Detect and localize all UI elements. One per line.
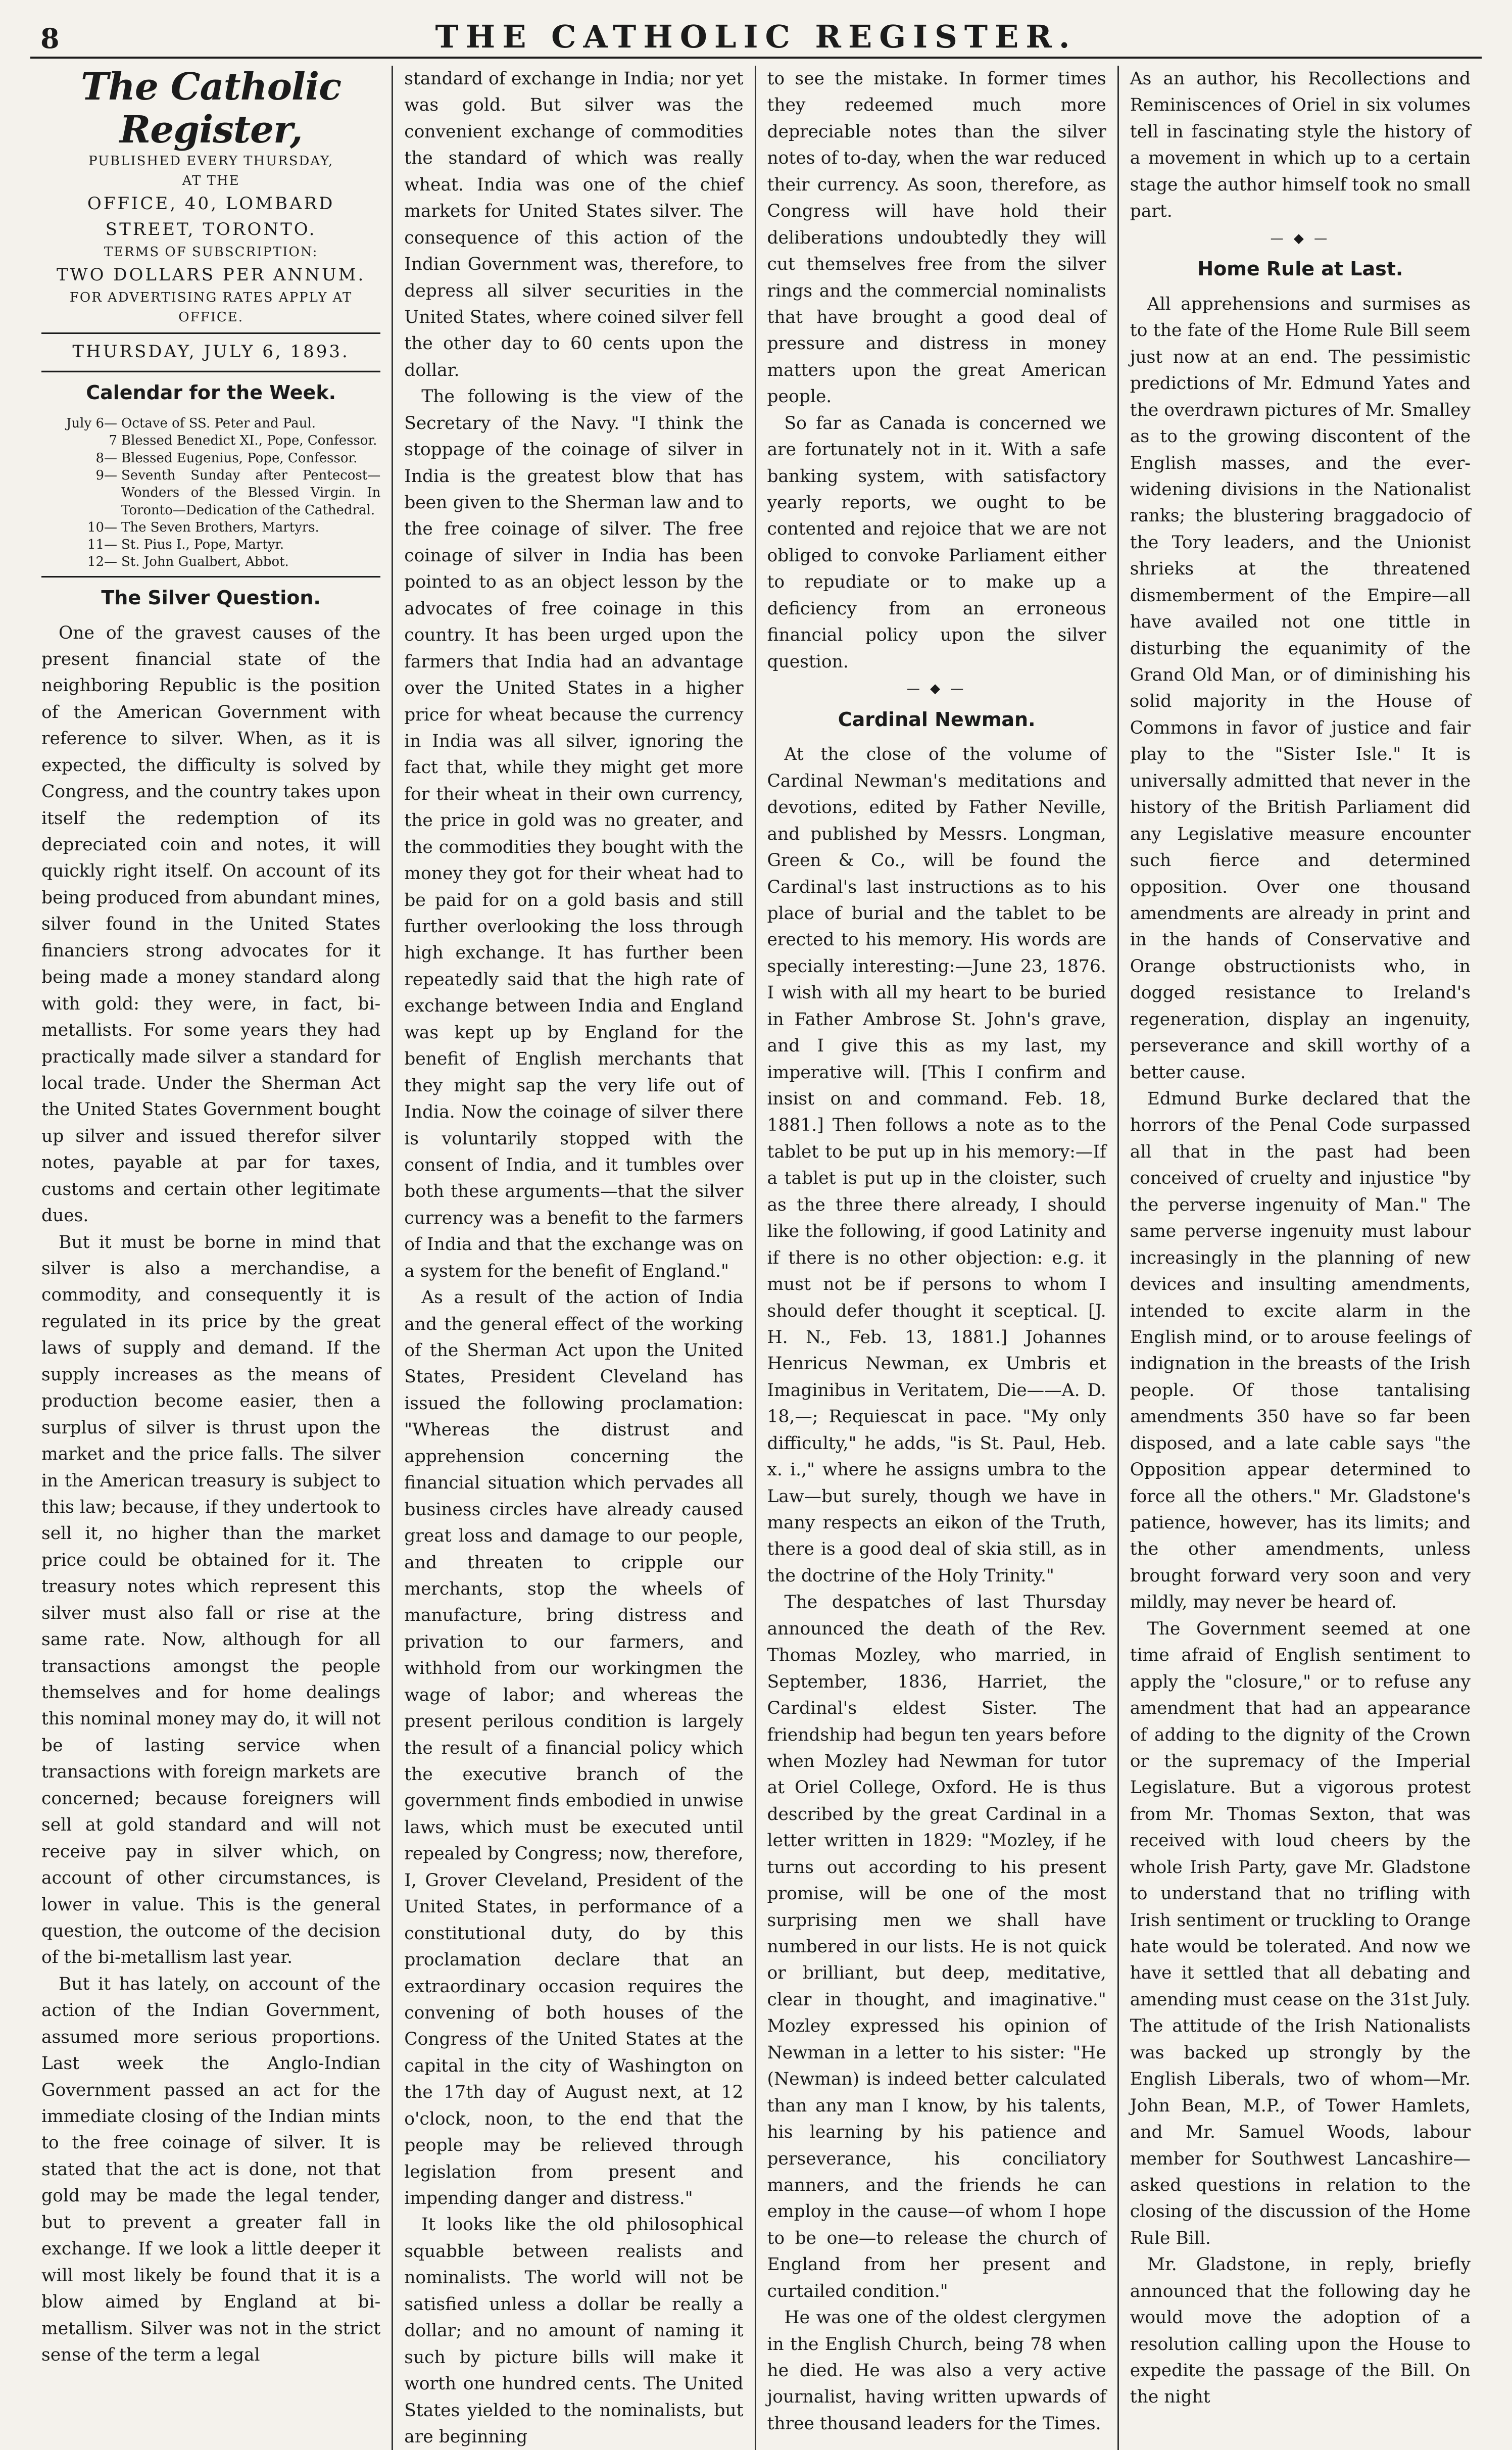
article-paragraph: to see the mistake. In former times they redeemed much more depreciable notes than the silver notes of to-day, when the war reduced their currency. As soon, therefore, as Congress will have hold their deliberations undoubtedly they will cut themselves free from the silver rings and the commercial nominalists that have brought a good deal of pressure and distress in money matters upon the great American people.: [767, 69, 1106, 407]
masthead-line: FOR ADVERTISING RATES APPLY AT OFFICE.: [69, 290, 353, 325]
ornament-divider: — ◆ —: [906, 681, 967, 697]
calendar-title: Calendar for the Week.: [86, 381, 336, 404]
article-paragraph: The following is the view of the Secretary of the Navy. "I think the stoppage of the coinage of silver in India is the greatest blow that has been given to the Sherman law and to the free coinage of silver. The free coinage of silver in India has been pointed to as an object lesson by the advocates of free coinage in this country. It has been urged upon the farmers that India had an advantage over the United States in a higher price for wheat because the currency in India was all silver, ignoring the fact that, while they might get more for their wheat in their own currency, the price in gold was no greater, and the commodities they bought with the money they got for their wheat had to be paid for on a gold basis and still further overlooking the loss through high exchange. It has further been repeatedly said that the high rate of exchange between India and England was kept up by England for the benefit of English merchants that they might sap the very life out of India. Now the coinage of silver there is voluntarily stopped with the consent of India, and it tumbles over both these arguments—that the silver currency was a benefit to the farmers of India and that the exchange was on a system for the benefit of England.": [404, 387, 744, 1281]
masthead-price: TWO DOLLARS PER ANNUM.: [56, 265, 366, 285]
calendar-item: 11— St. Pius I., Pope, Martyr.: [87, 537, 284, 553]
article-paragraph: At the close of the volume of Cardinal Newman's meditations and devotions, edited by Father Neville, and published by Messrs. Longman, Green & Co., will be found the Cardinal's last instructions as to his place of burial and the tablet to be erected to his memory. His words are specially interesting:—June 23, 1876. I wish with all my heart to be buried in Father Ambrose St. John's grave, and I give this as my last, my imperative will. [This I confirm and insist on and command. Feb. 18, 1881.] Then follows a note as to the tablet to be put up in his memory:—If a tablet is put up in the cloister, such as the three there already, I should like the following, if good Latinity and if there is no other objection: e.g. it must not be if persons to whom I should defer thought it sceptical. [J. H. N., Feb. 13, 1881.] Johannes Henricus Newman, ex Umbris et Imaginibus in Veritatem, Die——A. D. 18,—; Requiescat in pace. "My only difficulty," he adds, "is St. Paul, Heb. x. i.," where he assigns umbra to the Law—but surely, though we have in many respects an eikon of the Truth, there is a good deal of skia still, as in the doctrine of the Holy Trinity.": [767, 744, 1106, 1586]
column-3: [756, 66, 1119, 2450]
article-paragraph: The Government seemed at one time afraid of English sentiment to apply the "closure," or to refuse any amendment that had an appearance of adding to the dignity of the Crown or the supremacy of the Imperial Legislature. But a vigorous protest from Mr. Thomas Sexton, that was received with loud cheers by the whole Irish Party, gave Mr. Gladstone to understand that no trifling with Irish sentiment or truckling to Orange hate would be tolerated. And now we have it settled that all debating and amending must cease on the 31st July. The attitude of the Irish Nationalists was backed up strongly by the English Liberals, two of whom—Mr. John Bean, M.P., of Tower Hamlets, and Mr. Samuel Woods, labour member for Southwest Lancashire—asked questions in relation to the closing of the discussion of the Home Rule Bill.: [1130, 1618, 1471, 2248]
calendar-item: 7 Blessed Benedict XI., Pope, Confessor.: [109, 433, 377, 449]
column-2: [393, 66, 756, 2450]
article-paragraph: All apprehensions and surmises as to the fate of the Home Rule Bill seem just now at an end. The pessimistic predictions of Mr. Edmund Yates and the overdrawn pictures of Mr. Smalley as to the growing discontent of the English masses, and the ever-widening divisions in the Nationalist ranks; the blustering braggadocio of the Tory leaders, and the Unionist shrieks at the threatened dismemberment of the Empire—all have availed not one tittle in disturbing the equanimity of the Grand Old Man, or of diminishing his solid majority in the House of Commons in favor of justice and fair play to the "Sister Isle." It is universally admitted that never in the history of the British Parliament did any Legislative measure encounter such fierce and determined opposition. Over one thousand amendments are already in print and in the hands of Conservative and Orange obstructionists who, in dogged resistance to Ireland's regeneration, display an ingenuity, perseverance and skill worthy of a better cause.: [1130, 294, 1471, 1083]
masthead-office: OFFICE, 40, LOMBARD STREET, TORONTO.: [87, 194, 335, 240]
article-title-silver: The Silver Question.: [101, 586, 321, 609]
calendar-item: 10— The Seven Brothers, Martyrs.: [87, 519, 319, 535]
article-paragraph: So far as Canada is concerned we are fortunately not in it. With a safe banking system, with satisfactory yearly reports, we ought to be contented and rejoice that we are not obliged to convoke Parliament either to repudiate or to make up a deficiency from an erroneous financial policy upon the silver question.: [767, 413, 1106, 672]
divider: [41, 370, 380, 372]
ornament-divider: — ◆ —: [1270, 230, 1331, 246]
running-title: THE CATHOLIC REGISTER.: [435, 18, 1077, 55]
calendar-item: July 6— Octave of SS. Peter and Paul.: [66, 415, 316, 431]
calendar-list: [41, 415, 380, 571]
article-paragraph: Edmund Burke declared that the horrors of the Penal Code surpassed all that in the past had been conceived of cruelty and injustice "by the perverse ingenuity of Man." The same perverse ingenuity must labour increasingly in the planning of new devices and insulting amendments, intended to excite alarm in the English mind, or to arouse feelings of indignation in the breasts of the Irish people. Of those tantalising amendments 350 have so far been disposed, and a late cable says "the Opposition appear determined to force all the others." Mr. Gladstone's patience, however, has its limits; and the other amendments, unless brought forward very soon and very mildly, may never be heard of.: [1130, 1089, 1471, 1613]
calendar-item: 8— Blessed Eugenius, Pope, Confessor.: [95, 450, 358, 466]
article-paragraph: But it must be borne in mind that silver is also a merchandise, a commodity, and consequently it is regulated in its price by the great laws of supply and demand. If the supply increases as the means of production become easier, then a surplus of silver is thrust upon the market and the price falls. The silver in the American treasury is subject to this law; because, if they undertook to sell it, no higher than the market price could be obtained for it. The treasury notes which represent this silver must also fall or rise at the same rate. Now, although for all transactions amongst the people themselves and for home dealings this nominal money may do, it will not be of lasting service when transactions with foreign markets are concerned; because foreigners will sell at gold standard and will not receive pay in silver which, on account of other circumstances, is lower in value. This is the general question, the outcome of the decision of the bi-metallism last year.: [41, 1232, 381, 1968]
columns: [30, 65, 1482, 2447]
article-title-homerule: Home Rule at Last.: [1197, 258, 1403, 280]
article-paragraph: standard of exchange in India; nor yet was gold. But silver was the convenient exchange of commodities the standard of which was really wheat. India was one of the chief markets for United States silver. The consequence of this action of the Indian Government was, therefore, to depress all silver securities in the United States, where coined silver fell the other day to 60 cents upon the dollar.: [404, 69, 744, 380]
page-number: 8: [40, 22, 60, 55]
masthead-line: PUBLISHED EVERY THURSDAY,: [88, 154, 334, 169]
calendar-item: 12— St. John Gualbert, Abbot.: [87, 554, 289, 570]
column-4: [1119, 66, 1482, 2450]
article-paragraph: As an author, his Recollections and Reminiscences of Oriel in six volumes tell in fascinating style the history of a movement in which up to a certain stage the author himself took no small part.: [1130, 69, 1471, 222]
article-paragraph: He was one of the oldest clergymen in the English Church, being 78 when he died. He was also a very active journalist, having written upwards of three thousand leaders for the Times.: [767, 2308, 1106, 2434]
issue-date: THURSDAY, JULY 6, 1893.: [72, 342, 350, 362]
masthead-name: The Catholic Register,: [81, 65, 342, 152]
article-paragraph: It looks like the old philosophical squabble between realists and nominalists. The world will not be satisfied unless a dollar be really a dollar; and no amount of naming it such by picture bills will make it worth one hundred cents. The United States yielded to the nominalists, but are beginning: [404, 2215, 744, 2447]
masthead: [41, 66, 380, 372]
article-paragraph: But it has lately, on account of the action of the Indian Government, assumed more serious proportions. Last week the Anglo-Indian Government passed an act for the immediate closing of the Indian mints to the free coinage of silver. It is stated that the act is done, not that gold may be made the legal tender, but to prevent a greater fall in exchange. If we look a little deeper it will most likely be found that it is a blow aimed by England at bi-metallism. Silver was not in the strict sense of the term a legal: [41, 1974, 381, 2365]
article-paragraph: As a result of the action of India and the general effect of the working of the Sherman Act upon the United States, President Cleveland has issued the following proclamation: "Whereas the distrust and apprehension concerning the financial situation which pervades all business circles have already caused great loss and damage to our people, and threaten to cripple our merchants, stop the wheels of manufacture, bring distress and privation to our farmers, and withhold from our workingmen the wage of labor; and whereas the present perilous condition is largely the result of a financial policy which the executive branch of the government finds embodied in unwise laws, which must be executed until repealed by Congress; now, therefore, I, Grover Cleveland, President of the United States, in performance of a constitutional duty, do by this proclamation declare that an extraordinary occasion requires the convening of both houses of the Congress of the United States at the capital in the city of Washington on the 17th day of August next, at 12 o'clock, noon, to the end that the people may be relieved through legislation from present and impending danger and distress.": [404, 1287, 744, 2208]
column-1: [30, 66, 393, 2450]
masthead-line: AT THE: [182, 173, 240, 189]
page-header: [30, 15, 1482, 59]
masthead-line: TERMS OF SUBSCRIPTION:: [104, 245, 318, 260]
calendar-item: 9— Seventh Sunday after Pentecost—Wonders of the Blessed Virgin. In Toronto—Dedication of the Cathedral.: [95, 467, 381, 518]
divider: [41, 576, 380, 578]
article-paragraph: Mr. Gladstone, in reply, briefly announced that the following day he would move the adoption of a resolution calling upon the House to expedite the passage of the Bill. On the night: [1130, 2254, 1471, 2408]
article-paragraph: The despatches of last Thursday announced the death of the Rev. Thomas Mozley, who married, in September, 1836, Harriet, the Cardinal's eldest Sister. The friendship had begun ten years before when Mozley had Newman for tutor at Oriel College, Oxford. He is thus described by the great Cardinal in a letter written in 1829: "Mozley, if he turns out according to his present promise, will be one of the most surprising men we shall have numbered in our lists. He is not quick or brilliant, but deep, meditative, clear in thought, and imaginative." Mozley expressed his opinion of Newman in a letter to his sister: "He (Newman) is indeed better calculated than any man I know, by his talents, his learning by his patience and perseverance, his conciliatory manners, and the friends he can employ in the cause—of whom I hope to be one—to release the church of England from her present and curtailed condition.": [767, 1592, 1106, 2301]
divider: [41, 332, 380, 334]
article-paragraph: One of the gravest causes of the present financial state of the neighboring Republic is the position of the American Government with reference to silver. When, as it is expected, the difficulty is solved by Congress, and the country takes upon itself the redemption of its depreciated coin and notes, it will quickly right itself. On account of its being produced from abundant mines, silver found in the United States financiers strong advocates for it being made a money standard along with gold: they were, in fact, bi-metallists. For some years they had practically made silver a standard for local trade. Under the Sherman Act the United States Government bought up silver and issued therefor silver notes, payable at par for taxes, customs and certain other legitimate dues.: [41, 622, 381, 1226]
article-title-newman: Cardinal Newman.: [838, 708, 1036, 731]
